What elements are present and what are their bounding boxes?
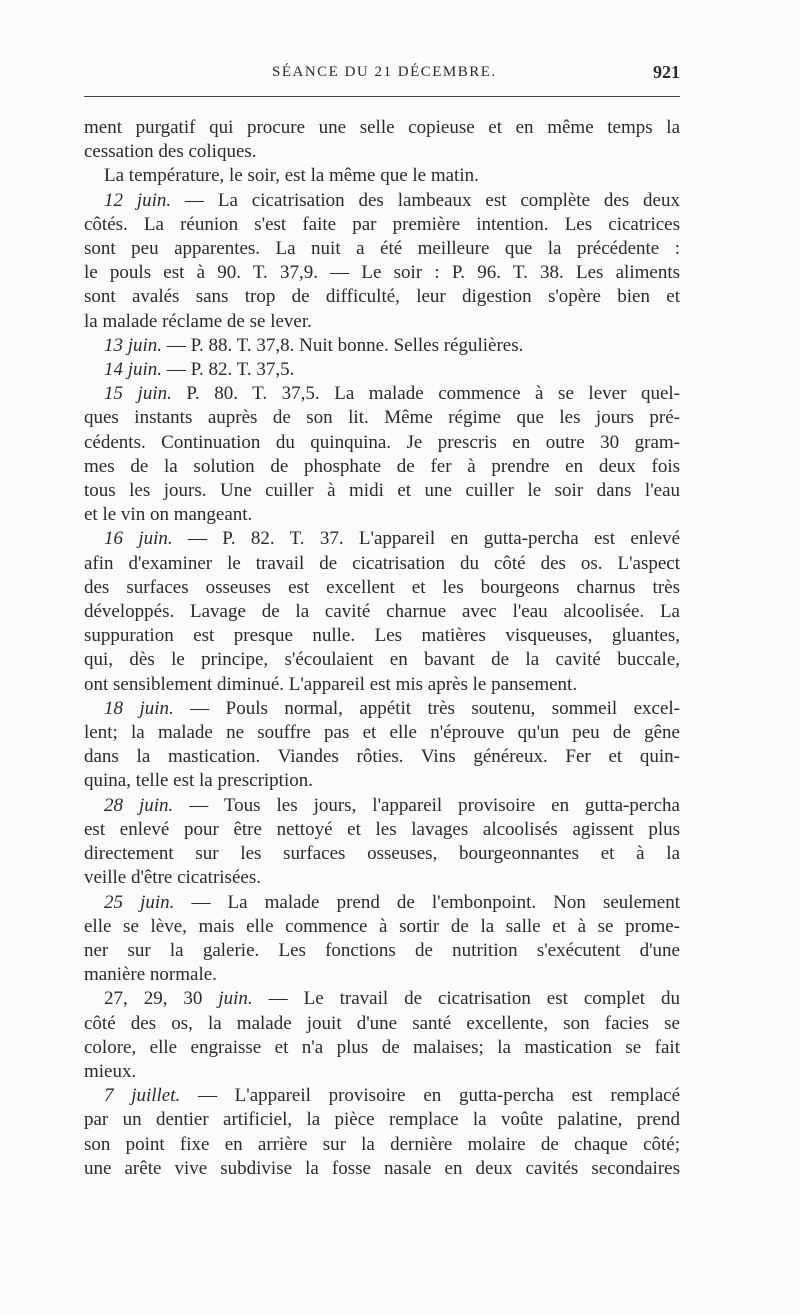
entry-date: 15 juin. — [104, 383, 172, 405]
text-line — [84, 382, 680, 406]
text-line — [84, 406, 680, 430]
line-text: — La cicatrisation des lambeaux est complète des deux — [171, 189, 680, 211]
line-text: la malade réclame de se lever. — [84, 310, 312, 332]
line-text: lent; la malade ne souffre pas et elle n'éprouve qu'un peu de gêne — [84, 722, 680, 744]
line-text: quina, telle est la prescription. — [84, 770, 313, 792]
line-text: — La malade prend de l'embonpoint. Non seulement — [174, 891, 681, 913]
text-line — [84, 237, 680, 261]
text-line — [84, 1036, 680, 1060]
text-line — [84, 794, 680, 818]
line-text: sont avalés sans trop de difficulté, leur digestion s'opère bien et — [84, 286, 680, 308]
text-line — [84, 455, 680, 479]
text-line — [84, 891, 680, 915]
line-text: La température, le soir, est la même que le matin. — [104, 165, 479, 187]
text-line — [84, 431, 680, 455]
line-text: — P. 82. T. 37,5. — [162, 359, 295, 381]
entry-date: 14 juin. — [104, 359, 163, 381]
line-text: directement sur les surfaces osseuses, bourgeonnantes et à la — [84, 843, 680, 865]
text-line — [84, 600, 680, 624]
line-text: côtés. La réunion s'est faite par première intention. Les cicatrices — [84, 213, 680, 235]
line-text: développés. Lavage de la cavité charnue avec l'eau alcoolisée. La — [84, 601, 680, 623]
text-line — [84, 673, 680, 697]
text-line — [84, 915, 680, 939]
entry-date: 13 juin. — [104, 334, 163, 356]
line-text: ner sur la galerie. Les fonctions de nutrition s'exécutent d'une — [84, 939, 680, 961]
text-line — [84, 479, 680, 503]
line-text: veille d'être cicatrisées. — [84, 867, 261, 889]
entry-date: 12 juin. — [104, 189, 172, 211]
text-line — [84, 769, 680, 793]
line-text: son point fixe en arrière sur la dernière molaire de chaque côté; — [84, 1133, 680, 1155]
text-line — [84, 1108, 680, 1132]
entry-date: juin. — [218, 988, 253, 1010]
line-text: et le vin on mangeant. — [84, 504, 253, 526]
line-text: suppuration est presque nulle. Les matières visqueuses, gluantes, — [84, 625, 680, 647]
line-text: dans la mastication. Viandes rôties. Vins généreux. Fer et quin- — [84, 746, 680, 768]
line-text: sont peu apparentes. La nuit a été meilleure que la précédente : — [84, 238, 680, 260]
line-text: mieux. — [84, 1060, 137, 1082]
line-text: par un dentier artificiel, la pièce remplace la voûte palatine, prend — [84, 1109, 680, 1131]
entry-date: 18 juin. — [104, 697, 174, 719]
line-text: — L'appareil provisoire en gutta-percha est remplacé — [180, 1085, 681, 1107]
text-line — [84, 939, 680, 963]
text-line — [84, 721, 680, 745]
text-line — [84, 818, 680, 842]
text-line — [84, 1157, 680, 1181]
line-text: mes de la solution de phosphate de fer à prendre en deux fois — [84, 455, 680, 477]
text-line — [84, 189, 680, 213]
line-text: colore, elle engraisse et n'a plus de malaises; la mastication se fait — [84, 1036, 680, 1058]
text-line — [84, 334, 680, 358]
text-line — [84, 1012, 680, 1036]
text-line — [84, 527, 680, 551]
text-line — [84, 842, 680, 866]
page-header — [84, 60, 680, 90]
entry-date: 28 juin. — [104, 794, 174, 816]
line-text: P. 80. T. 37,5. La malade commence à se lever quel- — [171, 383, 680, 405]
line-text: 27, 29, 30 — [104, 988, 219, 1010]
text-line — [84, 697, 680, 721]
line-text: est enlevé pour être nettoyé et les lavages alcoolisés agissent plus — [84, 818, 680, 840]
text-line — [84, 624, 680, 648]
text-line — [84, 116, 680, 140]
text-line — [84, 213, 680, 237]
text-line — [84, 310, 680, 334]
line-text: — Le travail de cicatrisation est complet du — [252, 988, 680, 1010]
line-text: côté des os, la malade jouit d'une santé excellente, son facies se — [84, 1012, 680, 1034]
entry-date: 16 juin. — [104, 528, 173, 550]
text-line — [84, 648, 680, 672]
line-text: une arête vive subdivise la fosse nasale en deux cavités secondaires — [84, 1157, 680, 1179]
page-number: 921 — [653, 62, 680, 82]
text-line — [84, 140, 680, 164]
line-text: cessation des coliques. — [84, 141, 257, 163]
text-line — [84, 987, 680, 1011]
running-title: SÉANCE DU 21 DÉCEMBRE. — [272, 64, 497, 80]
text-line — [84, 1133, 680, 1157]
line-text: le pouls est à 90. T. 37,9. — Le soir : P. 96. T. 38. Les aliments — [84, 262, 680, 284]
text-line — [84, 285, 680, 309]
text-line — [84, 1060, 680, 1084]
text-line — [84, 866, 680, 890]
line-text: cédents. Continuation du quinquina. Je prescris en outre 30 gram- — [84, 431, 680, 453]
line-text: tous les jours. Une cuiller à midi et une cuiller le soir dans l'eau — [84, 480, 680, 502]
line-text: manière normale. — [84, 964, 217, 986]
text-line — [84, 745, 680, 769]
line-text: — P. 88. T. 37,8. Nuit bonne. Selles régulières. — [162, 334, 524, 356]
text-line — [84, 261, 680, 285]
text-line — [84, 1084, 680, 1108]
line-text: qui, dès le principe, s'écoulaient en bavant de la cavité buccale, — [84, 649, 680, 671]
entry-date: 25 juin. — [104, 891, 175, 913]
line-text: des surfaces osseuses est excellent et les bourgeons charnus très — [84, 576, 680, 598]
line-text: — Tous les jours, l'appareil provisoire en gutta-percha — [173, 794, 680, 816]
line-text: ques instants auprès de son lit. Même régime que les jours pré- — [84, 407, 680, 429]
text-line — [84, 552, 680, 576]
text-line — [84, 503, 680, 527]
header-rule — [84, 96, 680, 97]
line-text: ont sensiblement diminué. L'appareil est mis après le pansement. — [84, 673, 578, 695]
line-text: ment purgatif qui procure une selle copieuse et en même temps la — [84, 117, 680, 138]
line-text: — P. 82. T. 37. L'appareil en gutta-percha est enlevé — [172, 528, 680, 550]
line-text: afin d'examiner le travail de cicatrisation du côté des os. L'aspect — [84, 552, 680, 574]
text-line — [84, 576, 680, 600]
text-line — [84, 963, 680, 987]
text-line — [84, 164, 680, 188]
body-text — [84, 116, 680, 1181]
text-line — [84, 358, 680, 382]
line-text: — Pouls normal, appétit très soutenu, sommeil excel- — [173, 697, 680, 719]
entry-date: 7 juillet. — [104, 1085, 181, 1107]
line-text: elle se lève, mais elle commence à sortir de la salle et à se prome- — [84, 915, 680, 937]
